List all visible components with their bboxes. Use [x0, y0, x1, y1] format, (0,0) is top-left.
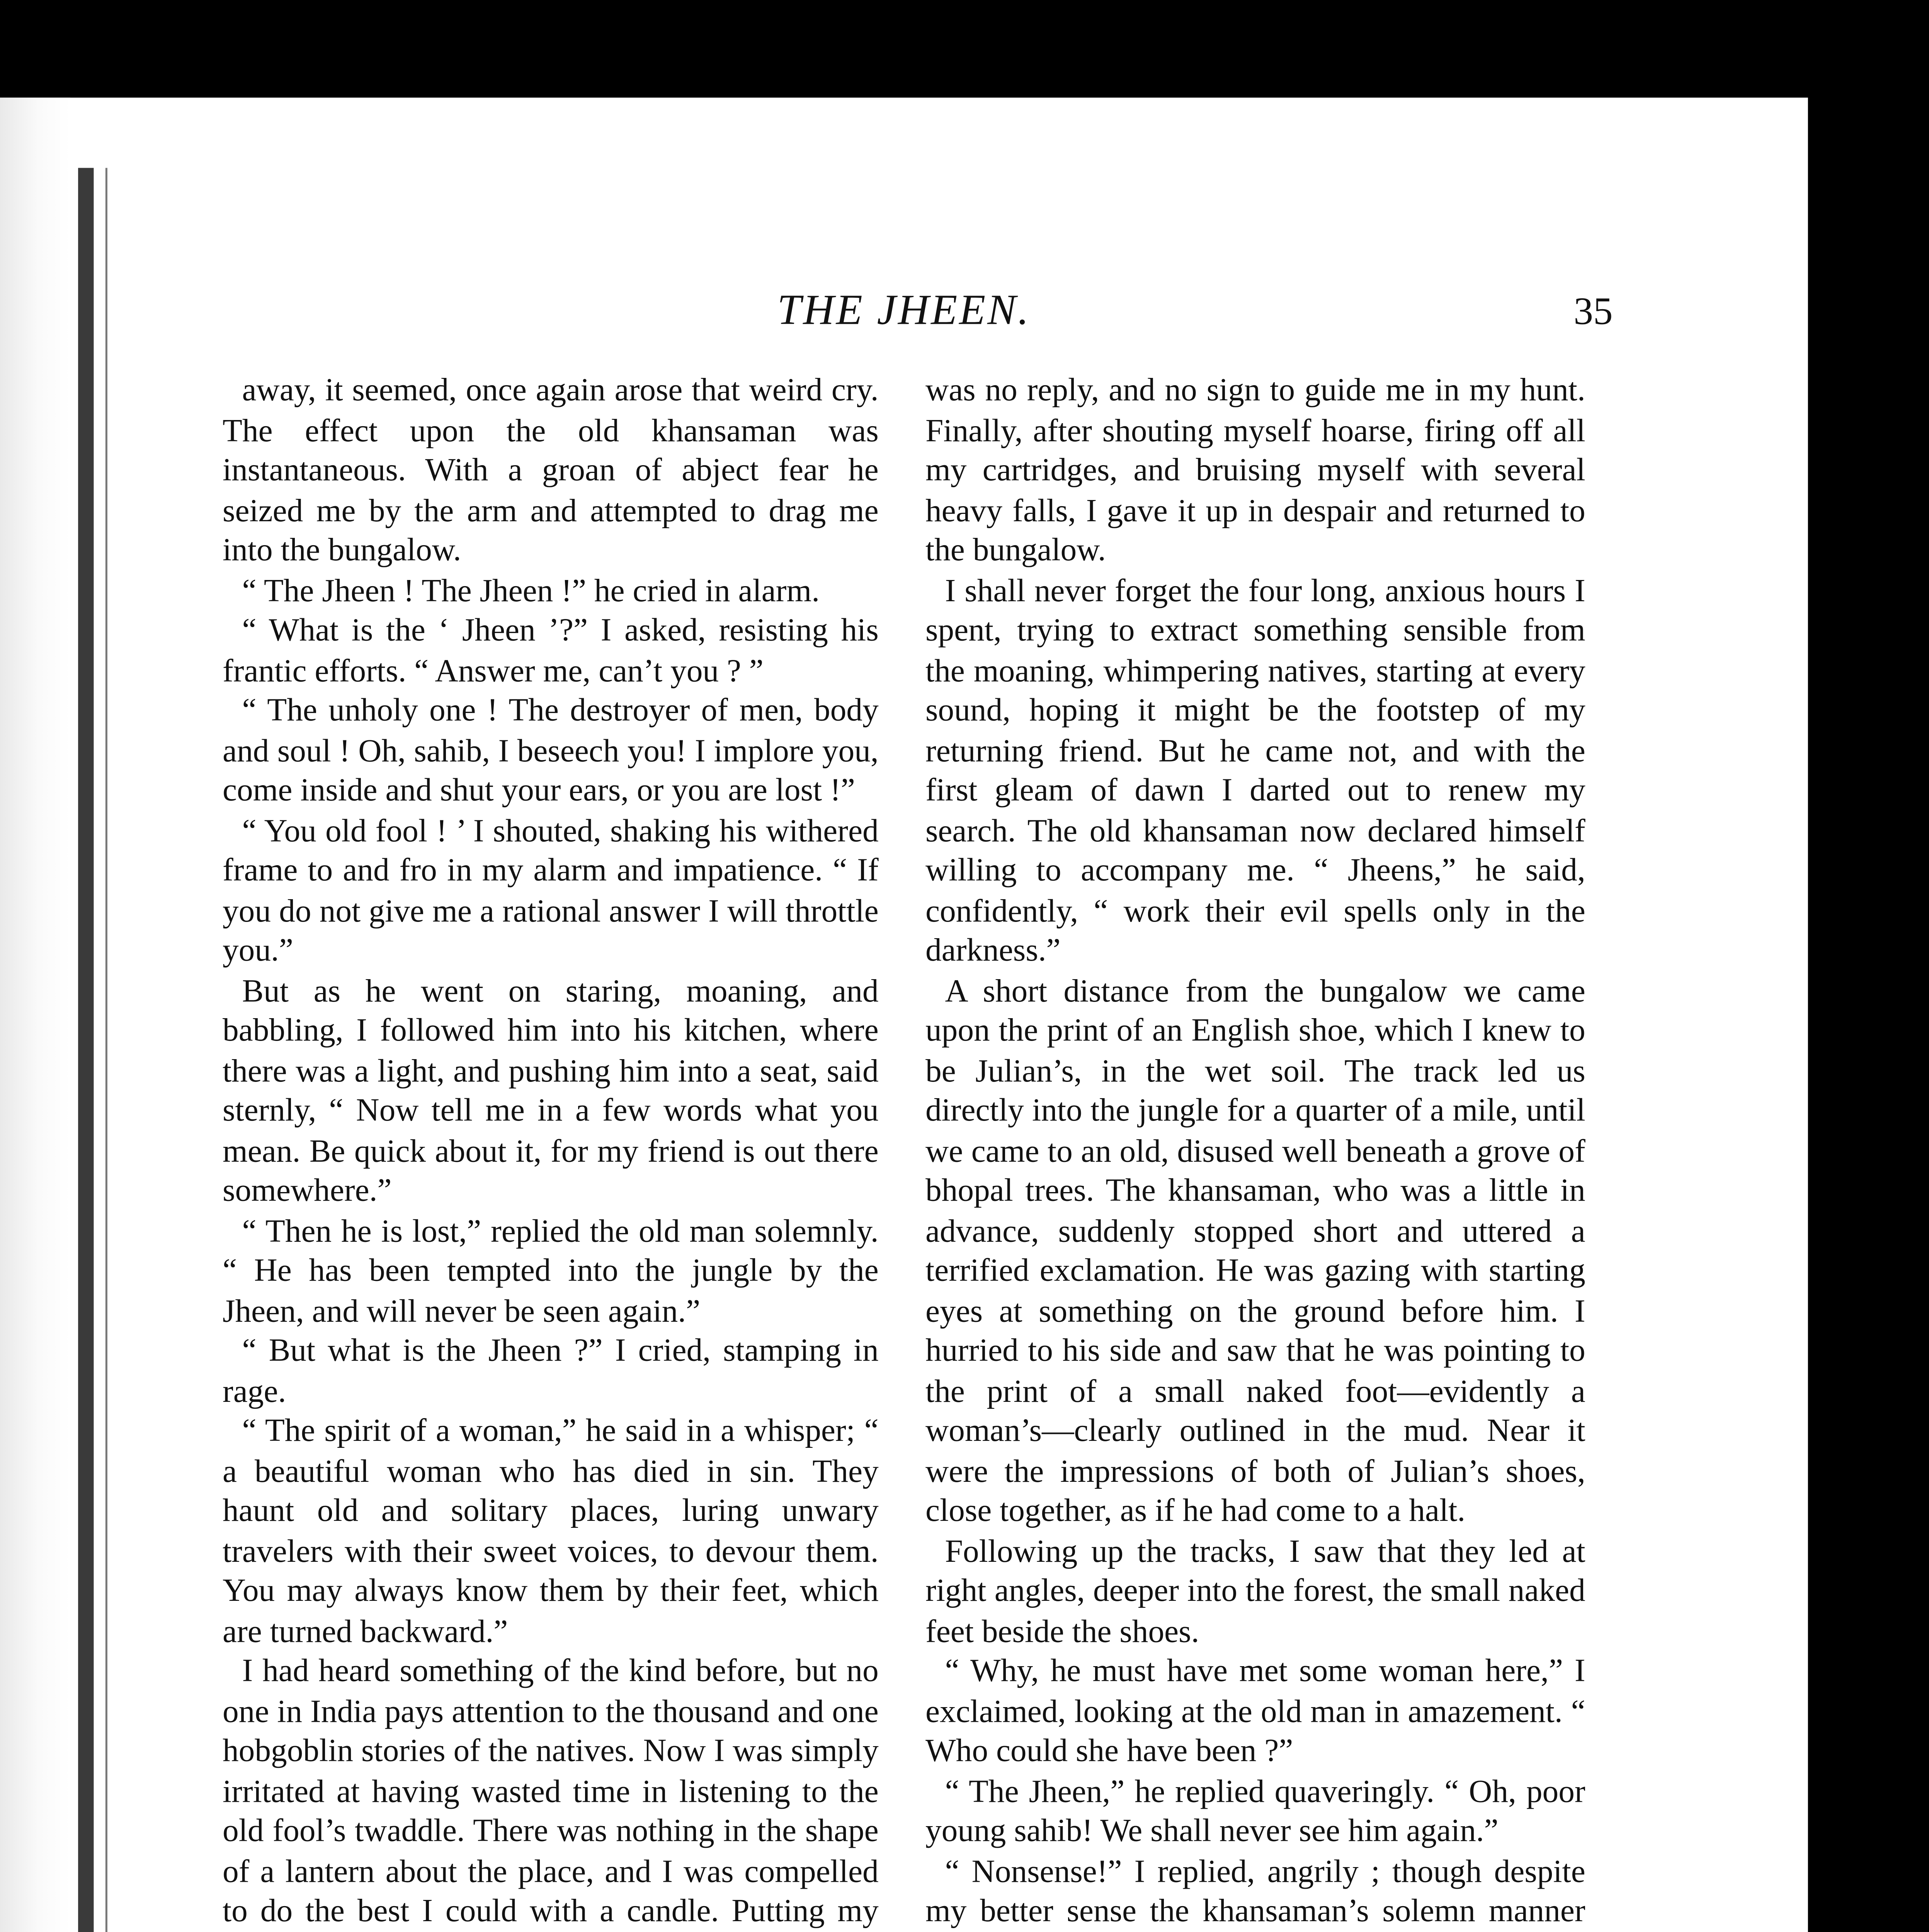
paragraph: “ The Jheen ! The Jheen !” he cried in alarm. [242, 571, 820, 608]
right-column [925, 371, 1585, 1932]
paragraph: Following up the tracks, I saw that they led at right angles, deeper into the forest, the small naked feet beside the shoes. [925, 1531, 1585, 1649]
paragraph: “ The unholy one ! The destroyer of men, body and soul ! Oh, sahib, I beseech you! I implore you, come inside and shut your ears, or you are lost !” [222, 691, 879, 808]
paragraph: away, it seemed, once again arose that weird cry. The effect upon the old khansaman was instantaneous. With a groan of abject fear he seized me by the arm and attempted to drag me into the bungalow. [222, 371, 879, 568]
paragraph: A short distance from the bungalow we came upon the print of an English shoe, which I knew to be Julian’s, in the wet soil. The track led us directly into the jungle for a quarter of a mile, until we came to an old, disused well beneath a grove of bhopal trees. The khansaman, who was a little in advance, suddenly stopped short and uttered a terrified exclamation. He was gazing with starting eyes at something on the ground before him. I hurried to his side and saw that he was pointing to the print of a small naked foot—evidently a woman’s—clearly outlined in the mud. Near it were the impressions of both of Julian’s shoes, close together, as if he had come to a halt. [925, 971, 1585, 1529]
paragraph: “ What is the ‘ Jheen ’?” I asked, resisting his frantic efforts. “ Answer me, can’t you ? ” [222, 611, 879, 689]
paragraph: was no reply, and no sign to guide me in my hunt. Finally, after shouting myself hoarse, firing off all my cartridges, and bruising myself with several heavy falls, I gave it up in despair and returned to the bungalow. [925, 371, 1585, 568]
left-column [223, 371, 879, 1932]
paragraph: But as he went on staring, moaning, and babbling, I followed him into his kitchen, where there was a light, and pushing him into a seat, said sternly, “ Now tell me in a few words what you mean. Be quick about it, for my friend is out there somewhere.” [222, 971, 879, 1209]
paragraph: “ But what is the Jheen ?” I cried, stamping in rage. [222, 1331, 879, 1409]
page-spine-shadow [0, 98, 70, 1932]
binding-line [105, 168, 107, 1932]
paragraph: “ You old fool ! ’ I shouted, shaking his withered frame to and fro in my alarm and impatience. “ If you do not give me a rational answer I will throttle you.” [222, 811, 879, 969]
running-title: THE JHEEN. [777, 285, 1031, 334]
paragraph: I shall never forget the four long, anxious hours I spent, trying to extract something sensible from the moaning, whimpering natives, starting at every sound, hoping it might be the footstep of my returning friend. But he came not, and with the first gleam of dawn I darted out to renew my search. The old khansaman now declared himself willing to accompany me. “ Jheens,” he said, confidently, “ work their evil spells only in the darkness.” [925, 571, 1585, 969]
paragraph: “ The spirit of a woman,” he said in a whisper; “ a beautiful woman who has died in sin. They haunt old and solitary places, luring unwary travelers with their sweet voices, to devour them. You may always know them by their feet, which are turned backward.” [222, 1412, 879, 1649]
paragraph: I had heard something of the kind before, but no one in India pays attention to the thousand and one hobgoblin stories of the natives. Now I was simply irritated at having wasted time in listening to the old fool’s twaddle. There was nothing in the shape of a lantern about the place, and I was compelled to do the best I could with a candle. Putting my [222, 1651, 879, 1929]
paragraph: “ Why, he must have met some woman here,” I exclaimed, looking at the old man in amazement. “ Who could she have been ?” [925, 1651, 1585, 1769]
paragraph: “ The Jheen,” he replied quaveringly. “ Oh, poor young sahib! We shall never see him again.” [925, 1772, 1585, 1849]
binding-edge [78, 168, 94, 1932]
page-number: 35 [1573, 291, 1613, 334]
paragraph: “ Then he is lost,” replied the old man solemnly. “ He has been tempted into the jungle by the Jheen, and will never be seen again.” [222, 1211, 879, 1329]
paragraph: “ Nonsense!” I replied, angrily ; though despite my better sense the khansaman’s solemn manner [925, 1852, 1585, 1929]
